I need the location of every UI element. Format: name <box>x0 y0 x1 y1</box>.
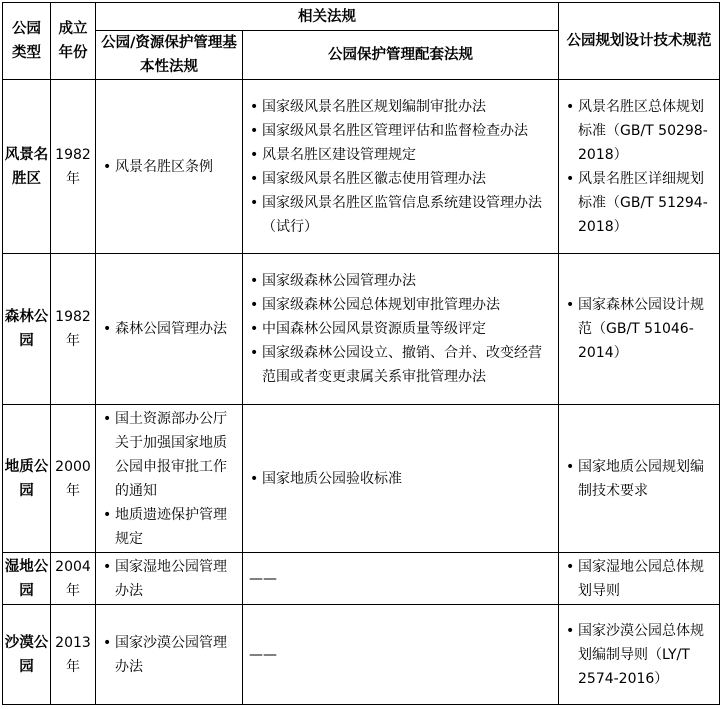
list-item: • 国家森林公园设计规范（GB/T 51046-2014） <box>562 293 716 365</box>
park-type-cell: 湿地公园 <box>3 553 51 605</box>
year-cell: 2000年 <box>51 405 96 553</box>
table-row <box>3 405 720 553</box>
table-row <box>3 254 720 405</box>
list-item: • 地质遗迹保护管理规定 <box>99 503 239 551</box>
header-year: 成立年份 <box>51 3 96 80</box>
year-cell: 1982年 <box>51 254 96 405</box>
list-item: • 国家沙漠公园管理办法 <box>99 631 239 679</box>
list-item: • 国家沙漠公园总体规划编制导则（LY/T 2574-2016） <box>562 619 716 691</box>
list-item: • 国家湿地公园管理办法 <box>99 555 239 603</box>
basic-laws-cell <box>96 605 243 705</box>
header-planning-norms: 公园规划设计技术规范 <box>559 3 720 80</box>
basic-laws-cell <box>96 254 243 405</box>
basic-laws-cell <box>96 553 243 605</box>
planning-norms-cell <box>559 254 720 405</box>
planning-norms-cell <box>559 80 720 254</box>
table-row <box>3 605 720 705</box>
header-basic-laws: 公园/资源保护管理基本性法规 <box>96 31 243 80</box>
list-item: • 森林公园管理办法 <box>99 317 239 341</box>
planning-norms-cell <box>559 553 720 605</box>
list-item: • 国家级风景名胜区管理评估和监督检查办法 <box>246 119 555 143</box>
basic-laws-cell <box>96 80 243 254</box>
basic-laws-cell <box>96 405 243 553</box>
park-type-cell: 森林公园 <box>3 254 51 405</box>
list-item: • 国家地质公园规划编制技术要求 <box>562 455 716 503</box>
supporting-laws-cell <box>243 254 559 405</box>
planning-norms-cell <box>559 405 720 553</box>
list-item: • 风景名胜区建设管理规定 <box>246 143 555 167</box>
list-item: • 国土资源部办公厅关于加强国家地质公园申报审批工作的通知 <box>99 407 239 503</box>
year-cell: 2013年 <box>51 605 96 705</box>
list-item: • 国家级森林公园设立、撤销、合并、改变经营范围或者变更隶属关系审批管理办法 <box>246 341 555 389</box>
list-item: • 国家湿地公园总体规划导则 <box>562 555 716 603</box>
park-type-cell: 风景名胜区 <box>3 80 51 254</box>
header-park-type: 公园类型 <box>3 3 51 80</box>
supporting-laws-empty: —— <box>243 553 559 605</box>
list-item: • 风景名胜区详细规划标准（GB/T 51294-2018） <box>562 167 716 239</box>
list-item: • 中国森林公园风景资源质量等级评定 <box>246 317 555 341</box>
table-row <box>3 553 720 605</box>
list-item: • 国家地质公园验收标准 <box>246 467 555 491</box>
list-item: • 风景名胜区总体规划标准（GB/T 50298-2018） <box>562 95 716 167</box>
parks-law-table <box>2 2 720 705</box>
park-type-cell: 地质公园 <box>3 405 51 553</box>
year-cell: 2004年 <box>51 553 96 605</box>
list-item: • 风景名胜区条例 <box>99 155 239 179</box>
supporting-laws-empty: —— <box>243 605 559 705</box>
header-related-laws: 相关法规 <box>96 3 559 31</box>
header-supporting-laws: 公园保护管理配套法规 <box>243 31 559 80</box>
list-item: • 国家级风景名胜区徽志使用管理办法 <box>246 167 555 191</box>
planning-norms-cell <box>559 605 720 705</box>
park-type-cell: 沙漠公园 <box>3 605 51 705</box>
supporting-laws-cell <box>243 405 559 553</box>
list-item: • 国家级风景名胜区规划编制审批办法 <box>246 95 555 119</box>
supporting-laws-cell <box>243 80 559 254</box>
list-item: • 国家级森林公园总体规划审批管理办法 <box>246 293 555 317</box>
list-item: • 国家级风景名胜区监管信息系统建设管理办法（试行） <box>246 191 555 239</box>
year-cell: 1982年 <box>51 80 96 254</box>
list-item: • 国家级森林公园管理办法 <box>246 269 555 293</box>
table-row <box>3 80 720 254</box>
